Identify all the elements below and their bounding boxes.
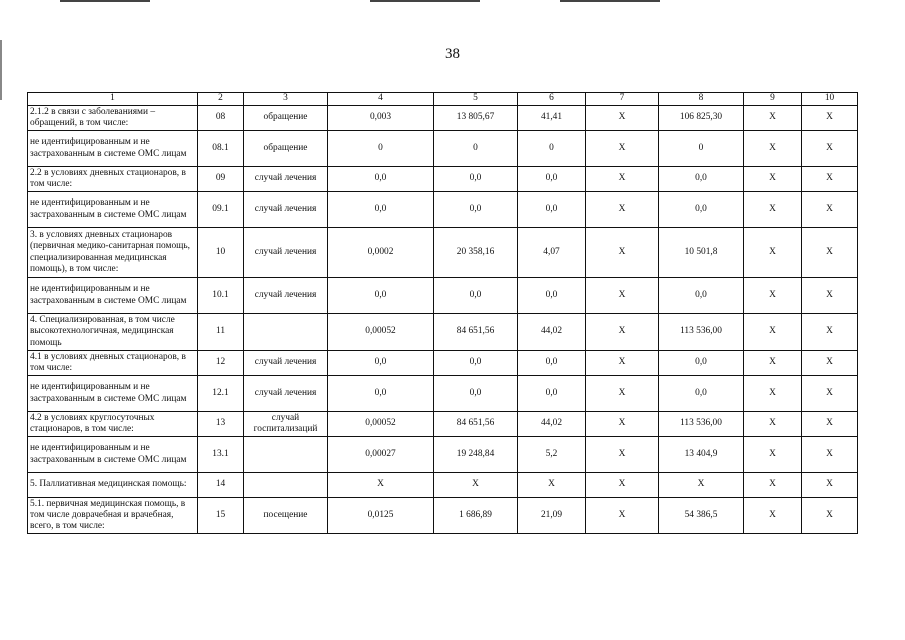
- table-cell: X: [802, 192, 858, 228]
- table-cell: 0,0125: [328, 498, 434, 534]
- table-cell: случай госпитализаций: [244, 412, 328, 437]
- row-label-cell: не идентифицированным и не застрахованным в системе ОМС лицам: [28, 376, 198, 412]
- table-cell: 1 686,89: [434, 498, 518, 534]
- table-cell: 0,0: [434, 376, 518, 412]
- table-cell: [244, 437, 328, 473]
- table-cell: 0,0: [659, 278, 744, 314]
- table-cell: 41,41: [518, 106, 586, 131]
- table-cell: 0,0: [328, 278, 434, 314]
- table-row: [28, 376, 858, 412]
- row-label-cell: не идентифицированным и не застрахованным в системе ОМС лицам: [28, 131, 198, 167]
- table-cell: 4,07: [518, 228, 586, 278]
- table-cell: 84 651,56: [434, 412, 518, 437]
- table-cell: X: [586, 498, 659, 534]
- table-cell: 12.1: [198, 376, 244, 412]
- table-cell: X: [802, 106, 858, 131]
- table-cell: 0,00052: [328, 412, 434, 437]
- table-cell: 09.1: [198, 192, 244, 228]
- data-table: [27, 92, 858, 534]
- table-cell: 10 501,8: [659, 228, 744, 278]
- header-row: [28, 93, 858, 106]
- header-cell: 3: [244, 93, 328, 106]
- table-cell: 10: [198, 228, 244, 278]
- table-body: [28, 93, 858, 534]
- table-cell: X: [802, 228, 858, 278]
- table-cell: 0,0: [659, 351, 744, 376]
- table-cell: X: [328, 473, 434, 498]
- table-row: [28, 473, 858, 498]
- table-cell: 113 536,00: [659, 314, 744, 351]
- table-cell: 5,2: [518, 437, 586, 473]
- table-cell: случай лечения: [244, 192, 328, 228]
- table-cell: X: [744, 106, 802, 131]
- table-row: [28, 167, 858, 192]
- table-cell: 14: [198, 473, 244, 498]
- row-label-cell: не идентифицированным и не застрахованным в системе ОМС лицам: [28, 437, 198, 473]
- table-cell: X: [586, 228, 659, 278]
- header-cell: 4: [328, 93, 434, 106]
- table-cell: X: [744, 228, 802, 278]
- table-cell: 0,00052: [328, 314, 434, 351]
- table-row: [28, 314, 858, 351]
- table-cell: 0,0: [328, 376, 434, 412]
- table-cell: обращение: [244, 131, 328, 167]
- table-cell: 12: [198, 351, 244, 376]
- table-cell: X: [586, 412, 659, 437]
- table-cell: X: [744, 167, 802, 192]
- table-cell: 0,0: [518, 376, 586, 412]
- table-cell: X: [586, 351, 659, 376]
- table-cell: X: [518, 473, 586, 498]
- header-cell: 1: [28, 93, 198, 106]
- table-cell: 0,0: [659, 192, 744, 228]
- row-label-cell: 4.2 в условиях круглосуточных стационаров, в том числе:: [28, 412, 198, 437]
- table-cell: случай лечения: [244, 278, 328, 314]
- table-row: [28, 278, 858, 314]
- table-cell: 15: [198, 498, 244, 534]
- table-cell: 44,02: [518, 314, 586, 351]
- table-cell: 0: [518, 131, 586, 167]
- table-cell: 11: [198, 314, 244, 351]
- table-cell: X: [744, 473, 802, 498]
- row-label-cell: 2.1.2 в связи с заболеваниями – обращений, в том числе:: [28, 106, 198, 131]
- table-cell: X: [802, 473, 858, 498]
- table-cell: X: [586, 437, 659, 473]
- table-cell: X: [744, 278, 802, 314]
- table-cell: X: [802, 351, 858, 376]
- table-cell: X: [586, 131, 659, 167]
- table-cell: X: [744, 192, 802, 228]
- table-cell: X: [659, 473, 744, 498]
- table-cell: 10.1: [198, 278, 244, 314]
- table-row: [28, 131, 858, 167]
- row-label-cell: 4.1 в условиях дневных стационаров, в том числе:: [28, 351, 198, 376]
- header-cell: 6: [518, 93, 586, 106]
- row-label-cell: 5. Паллиативная медицинская помощь:: [28, 473, 198, 498]
- header-cell: 9: [744, 93, 802, 106]
- table-cell: 0,0: [434, 167, 518, 192]
- table-cell: 21,09: [518, 498, 586, 534]
- table-cell: случай лечения: [244, 167, 328, 192]
- table-cell: 0,0: [328, 167, 434, 192]
- table-row: [28, 106, 858, 131]
- table-cell: X: [802, 376, 858, 412]
- table-row: [28, 412, 858, 437]
- header-cell: 7: [586, 93, 659, 106]
- table-cell: 0,0: [659, 376, 744, 412]
- table-cell: 09: [198, 167, 244, 192]
- table-cell: 13: [198, 412, 244, 437]
- table-cell: 0,0: [518, 351, 586, 376]
- table-cell: 0,0: [328, 192, 434, 228]
- table-cell: X: [744, 131, 802, 167]
- table-cell: X: [744, 437, 802, 473]
- table-cell: X: [586, 167, 659, 192]
- table-row: [28, 192, 858, 228]
- scan-edge-line-center: [370, 0, 480, 2]
- table-cell: 0: [328, 131, 434, 167]
- table-cell: [244, 473, 328, 498]
- table-cell: 0,0: [518, 278, 586, 314]
- table-cell: X: [586, 278, 659, 314]
- table-cell: X: [802, 278, 858, 314]
- table-cell: 54 386,5: [659, 498, 744, 534]
- table-cell: 13 404,9: [659, 437, 744, 473]
- table-cell: 13 805,67: [434, 106, 518, 131]
- table-cell: X: [586, 192, 659, 228]
- header-cell: 8: [659, 93, 744, 106]
- scan-edge-line-right: [560, 0, 660, 2]
- table-row: [28, 351, 858, 376]
- table-cell: X: [802, 131, 858, 167]
- table-cell: X: [802, 314, 858, 351]
- table-cell: 19 248,84: [434, 437, 518, 473]
- table-cell: 0: [659, 131, 744, 167]
- row-label-cell: не идентифицированным и не застрахованным в системе ОМС лицам: [28, 192, 198, 228]
- table-cell: 0: [434, 131, 518, 167]
- table-cell: 44,02: [518, 412, 586, 437]
- table-cell: X: [586, 376, 659, 412]
- table-cell: X: [744, 376, 802, 412]
- table-cell: X: [802, 498, 858, 534]
- table-cell: 0,003: [328, 106, 434, 131]
- table-cell: 106 825,30: [659, 106, 744, 131]
- table-cell: 20 358,16: [434, 228, 518, 278]
- table-cell: 13.1: [198, 437, 244, 473]
- table-cell: X: [744, 412, 802, 437]
- row-label-cell: 5.1. первичная медицинская помощь, в том числе доврачебная и врачебная, всего, в том числе:: [28, 498, 198, 534]
- table-cell: случай лечения: [244, 376, 328, 412]
- table-cell: X: [802, 167, 858, 192]
- table-cell: 113 536,00: [659, 412, 744, 437]
- table-cell: случай лечения: [244, 228, 328, 278]
- table-cell: X: [744, 314, 802, 351]
- table-row: [28, 437, 858, 473]
- table-cell: 08.1: [198, 131, 244, 167]
- table-cell: X: [586, 473, 659, 498]
- page-number: 38: [445, 46, 460, 62]
- table-row: [28, 228, 858, 278]
- scan-edge-line-left: [60, 0, 150, 2]
- table-cell: X: [744, 498, 802, 534]
- row-label-cell: 3. в условиях дневных стационаров (первичная медико-санитарная помощь, специализированная медицинская помощь), в том числе:: [28, 228, 198, 278]
- row-label-cell: 2.2 в условиях дневных стационаров, в том числе:: [28, 167, 198, 192]
- table-row: [28, 498, 858, 534]
- table-cell: X: [744, 351, 802, 376]
- table-cell: X: [434, 473, 518, 498]
- table-cell: 0,0: [434, 192, 518, 228]
- row-label-cell: не идентифицированным и не застрахованным в системе ОМС лицам: [28, 278, 198, 314]
- header-cell: 2: [198, 93, 244, 106]
- table-cell: 0,0: [434, 351, 518, 376]
- table-cell: 0,0: [659, 167, 744, 192]
- table-cell: 0,00027: [328, 437, 434, 473]
- table-cell: [244, 314, 328, 351]
- table-cell: 0,0: [518, 167, 586, 192]
- header-cell: 5: [434, 93, 518, 106]
- table-cell: X: [802, 412, 858, 437]
- table-cell: 0,0: [328, 351, 434, 376]
- table-cell: 84 651,56: [434, 314, 518, 351]
- row-label-cell: 4. Специализированная, в том числе высокотехнологичная, медицинская помощь: [28, 314, 198, 351]
- table-cell: 0,0: [518, 192, 586, 228]
- table-cell: 08: [198, 106, 244, 131]
- table-cell: 0,0: [434, 278, 518, 314]
- table-cell: X: [586, 314, 659, 351]
- header-cell: 10: [802, 93, 858, 106]
- table-cell: X: [802, 437, 858, 473]
- table-cell: X: [586, 106, 659, 131]
- table-cell: случай лечения: [244, 351, 328, 376]
- table-cell: посещение: [244, 498, 328, 534]
- table-cell: обращение: [244, 106, 328, 131]
- table-cell: 0,0002: [328, 228, 434, 278]
